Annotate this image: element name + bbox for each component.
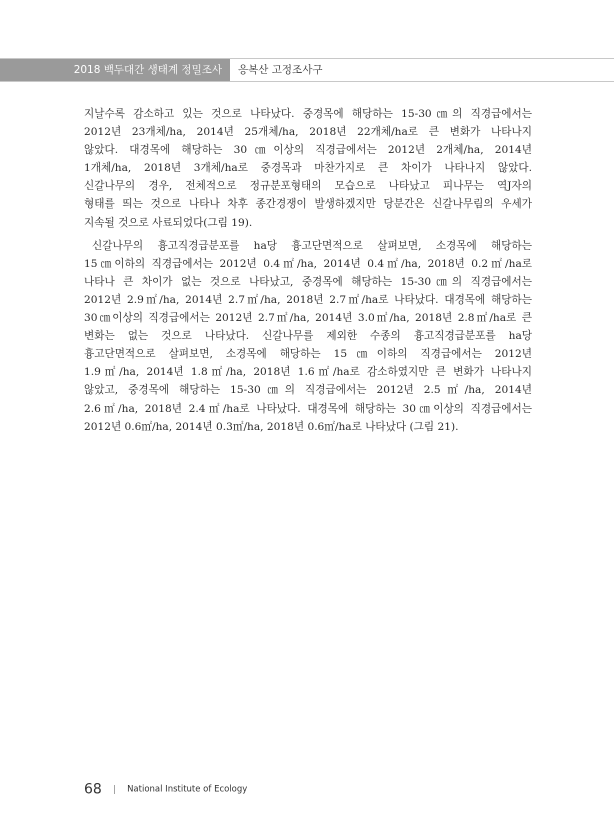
text-line: 1개체/ha, 2018년 3개체/ha로 중경목과 마찬가지로 큰 차이가 나타나지 않았다. [84,162,532,175]
text-line: 신갈나무의 경우, 전체적으로 정규분포형태의 모습으로 나타났고 피나무는 역J자의 [84,180,532,193]
text-line: 2012년 23개체/ha, 2014년 25개체/ha, 2018년 22개체/ha로 큰 변화가 나타나지 [84,126,532,139]
footer-separator: | [112,784,116,795]
section-title: 응복산 고정조사구 [238,64,323,76]
text-line: 않았고, 중경목에 해당하는 15-30㎝의 직경급에서는 2012년 2.5㎡/ha, 2014년 [84,384,532,397]
text-line: 흉고단면적으로 살펴보면, 소경목에 해당하는 15㎝이하의 직경급에서는 2012년 [84,348,532,361]
text-line: 2012년 2.9㎡/ha, 2014년 2.7㎡/ha, 2018년 2.7㎡/ha로 나타났다. 대경목에 해당하는 [84,293,532,306]
page-number: 68 [84,781,102,798]
page-footer [84,779,247,799]
text-line: 지속될 것으로 사료되었다(그림 19). [84,216,253,229]
paragraph-1 [84,105,532,232]
report-title: 2018 백두대간 생태계 정밀조사 [73,64,222,76]
text-line: 15㎝이하의 직경급에서는 2012년 0.4㎡/ha, 2014년 0.4㎡/ha, 2018년 0.2㎡/ha로 [84,257,532,270]
text-line: 변화는 없는 것으로 나타났다. 신갈나무를 제외한 수종의 흉고직경급분포를 ha당 [84,330,532,343]
text-line: 2.6㎡/ha, 2018년 2.4㎡/ha로 나타났다. 대경목에 해당하는 30㎝이상의 직경급에서는 [84,402,532,415]
text-line: 지날수록 감소하고 있는 것으로 나타났다. 중경목에 해당하는 15-30㎝의 직경급에서는 [84,108,532,120]
text-line: 2012년 0.6㎡/ha, 2014년 0.3㎡/ha, 2018년 0.6㎡/ha로 나타났다 (그림 21). [84,420,459,433]
report-title-tab [0,59,230,81]
organization-name: National Institute of Ecology [127,784,248,795]
running-header [0,58,614,82]
text-line: 신갈나무의 흉고직경급분포를 ha당 흉고단면적으로 살펴보면, 소경목에 해당하는 [92,239,532,252]
text-line: 않았다. 대경목에 해당하는 30㎝이상의 직경급에서는 2012년 2개체/ha, 2014년 [84,144,532,157]
text-line: 나타나 큰 차이가 없는 것으로 나타났고, 중경목에 해당하는 15-30㎝의 직경급에서는 [84,275,532,288]
text-line: 1.9㎡/ha, 2014년 1.8㎡/ha, 2018년 1.6㎡/ha로 감소하였지만 큰 변화가 나타나지 [84,366,532,379]
paragraph-2 [84,237,532,436]
text-line: 형태를 띄는 것으로 나타나 차후 종간경쟁이 발생하겠지만 당분간은 신갈나무림의 우세가 [84,198,532,211]
body-text [84,105,532,441]
text-line: 30㎝이상의 직경급에서는 2012년 2.7㎡/ha, 2014년 3.0㎡/ha, 2018년 2.8㎡/ha로 큰 [84,312,532,325]
